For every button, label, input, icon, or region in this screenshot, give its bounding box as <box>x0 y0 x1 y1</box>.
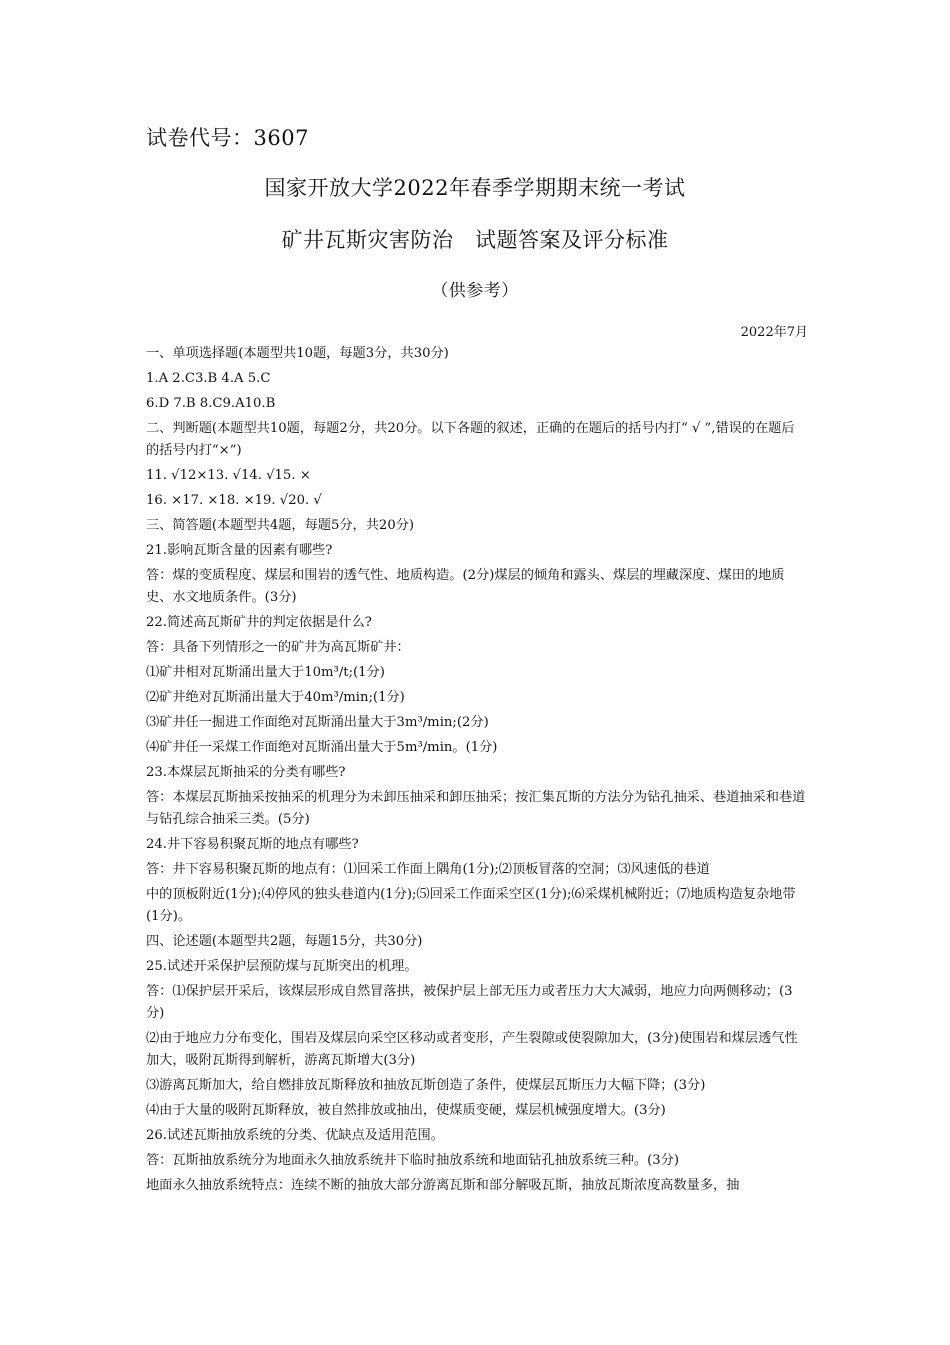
answer-paragraph: 答：本煤层瓦斯抽采按抽采的机理分为未卸压抽采和卸压抽采；按汇集瓦斯的方法分为钻孔抽采、巷道抽采和巷道与钻孔综合抽采三类。(5分) <box>146 790 806 827</box>
answer-line: ⑷矿井任一采煤工作面绝对瓦斯涌出量大于5m³/min。(1分) <box>146 740 498 755</box>
answer-paragraph: ⑶游离瓦斯加大，给自燃排放瓦斯释放和抽放瓦斯创造了条件，使煤层瓦斯压力大幅下降；(3分) <box>146 1078 706 1093</box>
answer-paragraph: 地面永久抽放系统特点：连续不断的抽放大部分游离瓦斯和部分解吸瓦斯，抽放瓦斯浓度高数量多，抽 <box>146 1178 740 1193</box>
answer-paragraph: 中的顶板附近(1分);⑷停风的独头巷道内(1分);⑸回采工作面采空区(1分);⑹采煤机械附近；⑺地质构造复杂地带(1分)。 <box>146 887 796 924</box>
question: 22.简述高瓦斯矿井的判定依据是什么? <box>146 615 372 630</box>
answer-body <box>146 343 806 1200</box>
answer-line: ⑴矿井相对瓦斯涌出量大于10m³/t;(1分) <box>146 665 385 680</box>
answer-line: 16. ×17. ×18. ×19. √20. √ <box>146 493 322 508</box>
answer-paragraph: 答：具备下列情形之一的矿井为高瓦斯矿井： <box>146 640 410 655</box>
answer-line: ⑵矿井绝对瓦斯涌出量大于40m³/min;(1分) <box>146 690 405 705</box>
section-heading: 四、论述题(本题型共2题，每题15分，共30分) <box>146 934 423 949</box>
answer-paragraph: ⑵由于地应力分布变化，围岩及煤层向采空区移动或者变形，产生裂隙或使裂隙加大，(3分)使围岩和煤层透气性加大，吸附瓦斯得到解析，游离瓦斯增大(3分) <box>146 1031 798 1068</box>
question: 24.井下容易积聚瓦斯的地点有哪些? <box>146 837 359 852</box>
section-heading: 一、单项选择题(本题型共10题，每题3分，共30分) <box>146 346 449 361</box>
answer-paragraph: 答：⑴保护层开采后，该煤层形成自然冒落拱，被保护层上部无压力或者压力大大减弱，地应力向两侧移动；(3分) <box>146 984 793 1021</box>
answer-paragraph: 答：井下容易积聚瓦斯的地点有：⑴回采工作面上隅角(1分);⑵顶板冒落的空洞；⑶风速低的巷道 <box>146 862 710 877</box>
paper-code: 试卷代号：3607 <box>146 126 309 150</box>
question: 23.本煤层瓦斯抽采的分类有哪些? <box>146 765 346 780</box>
answer-paragraph: 答：瓦斯抽放系统分为地面永久抽放系统井下临时抽放系统和地面钻孔抽放系统三种。(3分) <box>146 1153 679 1168</box>
question: 25.试述开采保护层预防煤与瓦斯突出的机理。 <box>146 959 418 974</box>
exam-date: 2022年7月 <box>740 325 808 340</box>
answer-line: 6.D 7.B 8.C9.A10.B <box>146 396 276 411</box>
section-heading: 三、简答题(本题型共4题，每题5分，共20分) <box>146 518 415 533</box>
subject-title: 矿井瓦斯灾害防治 试题答案及评分标准 <box>281 228 669 252</box>
answer-paragraph: ⑷由于大量的吸附瓦斯释放，被自然排放或抽出，使煤质变硬，煤层机械强度增大。(3分) <box>146 1103 666 1118</box>
answer-line: 1.A 2.C3.B 4.A 5.C <box>146 371 271 386</box>
section-heading: 二、判断题(本题型共10题，每题2分，共20分。以下各题的叙述，正确的在题后的括号内打“ √ ”,错误的在题后的括号内打“×”) <box>146 421 795 458</box>
question: 26.试述瓦斯抽放系统的分类、优缺点及适用范围。 <box>146 1128 444 1143</box>
answer-paragraph: 答：煤的变质程度、煤层和围岩的透气性、地质构造。(2分)煤层的倾角和露头、煤层的埋藏深度、煤田的地质史、水文地质条件。(3分) <box>146 568 785 605</box>
question: 21.影响瓦斯含量的因素有哪些? <box>146 543 333 558</box>
answer-line: ⑶矿井任一掘进工作面绝对瓦斯涌出量大于3m³/min;(2分) <box>146 715 489 730</box>
answer-line: 11. √12×13. √14. √15. × <box>146 468 311 483</box>
reference-note: （供参考） <box>431 281 519 301</box>
exam-title: 国家开放大学2022年春季学期期末统一考试 <box>264 176 686 200</box>
